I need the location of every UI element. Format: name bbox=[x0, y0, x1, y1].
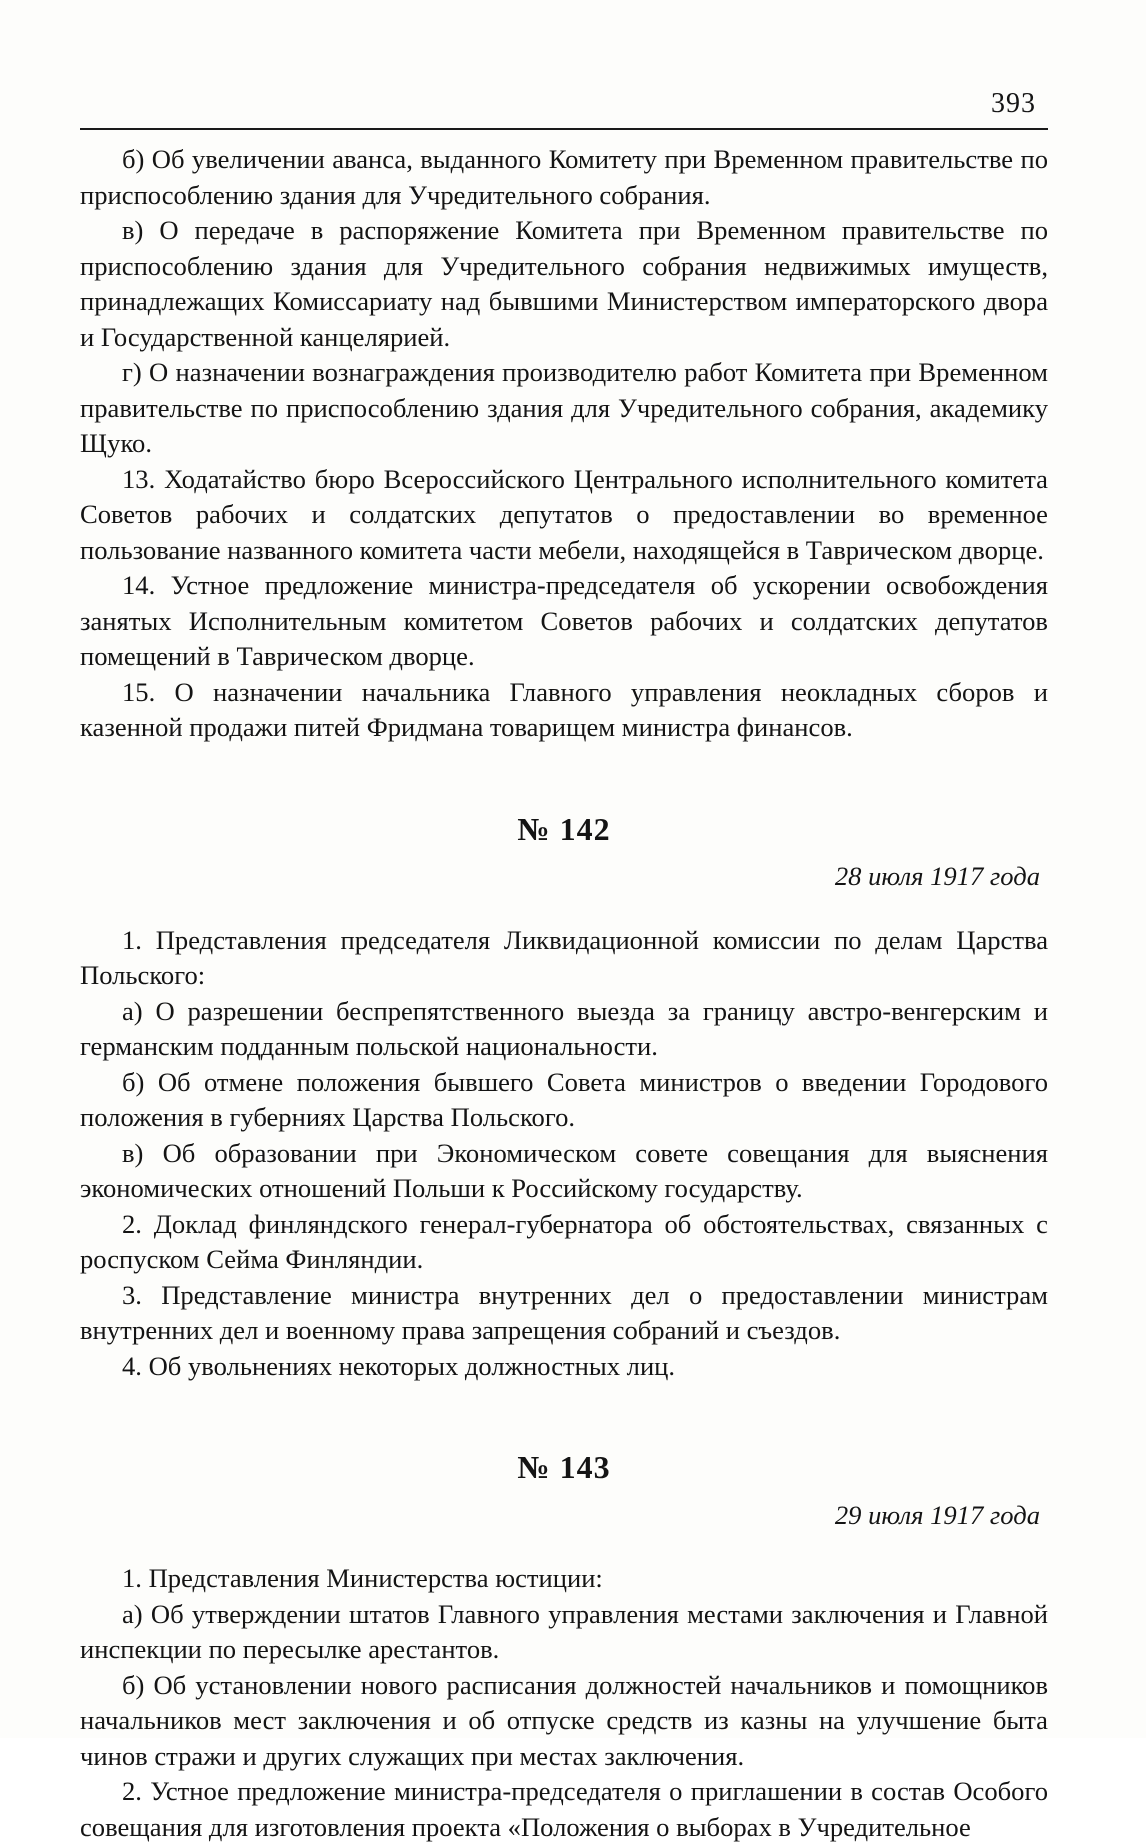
document-142-section bbox=[80, 812, 1048, 1385]
paragraph: 4. Об увольнениях некоторых должностных лиц. bbox=[122, 1350, 676, 1381]
paragraph: 1. Представления председателя Ликвидационной комиссии по делам Царства Польского: bbox=[80, 924, 1048, 990]
paragraph: а) Об утверждении штатов Главного управления местами заключения и Главной инспекции по пересылке арестантов. bbox=[80, 1598, 1048, 1664]
paragraph: 1. Представления Министерства юстиции: bbox=[122, 1563, 603, 1593]
paragraph: б) Об установлении нового расписания должностей начальников и помощников начальников мест заключения и об отпуске средств из казны на улучшение быта чинов стражи и других служащих при местах заключения. bbox=[80, 1669, 1048, 1771]
paragraph: 2. Устное предложение министра-председателя о приглашении в состав Особого совещания для изготовления проекта «Положения о выборах в Учредительное bbox=[80, 1776, 1048, 1842]
document-number-heading: № 143 bbox=[517, 1449, 611, 1485]
paragraph: 2. Доклад финляндского генерал-губернатора об обстоятельствах, связанных с роспуском Сейма Финляндии. bbox=[80, 1208, 1048, 1274]
paragraph: в) О передаче в распоряжение Комитета при Временном правительстве по приспособлению здания для Учредительного собрания недвижимых имуществ, принадлежащих Комиссариату над бывшими Министерством императорского двора и Государственной канцелярией. bbox=[80, 215, 1048, 352]
document-number-heading: № 142 bbox=[517, 810, 611, 847]
paragraph: г) О назначении вознаграждения производителю работ Комитета при Временном правительстве по приспособлению здания для Учредительного собрания, академику Щуко. bbox=[80, 357, 1048, 458]
paragraph: 3. Представление министра внутренних дел о предоставлении министрам внутренних дел и военному права запрещения собраний и съездов. bbox=[80, 1279, 1048, 1345]
paragraph: 15. О назначении начальника Главного управления неокладных сборов и казенной продажи питей Фридмана товарищем министра финансов. bbox=[80, 676, 1048, 742]
paragraph: 14. Устное предложение министра-председателя об ускорении освобождения занятых Исполнительным комитетом Советов рабочих и солдатских депутатов помещений в Таврическом дворце. bbox=[80, 570, 1048, 671]
document-date: 29 июля 1917 года bbox=[834, 1499, 1040, 1530]
document-date: 28 июля 1917 года bbox=[834, 861, 1040, 891]
document-body bbox=[80, 142, 1048, 1845]
continuation-section bbox=[80, 142, 1048, 746]
paragraph: 13. Ходатайство бюро Всероссийского Центрального исполнительного комитета Советов рабочих и солдатских депутатов о предоставлении во временное пользование названного комитета части мебели, находящейся в Таврическом дворце. bbox=[80, 463, 1048, 565]
paragraph: в) Об образовании при Экономическом совете совещания для выяснения экономических отношений Польши к Российскому государству. bbox=[80, 1137, 1048, 1203]
page-number: 393 bbox=[991, 88, 1036, 119]
paragraph: а) О разрешении беспрепятственного выезда за границу австро-венгерским и германским подданным польской национальности. bbox=[80, 995, 1048, 1061]
document-143-section bbox=[80, 1450, 1048, 1845]
header-rule bbox=[80, 128, 1048, 130]
paragraph: б) Об отмене положения бывшего Совета министров о введении Городового положения в губерниях Царства Польского. bbox=[80, 1066, 1048, 1132]
paragraph: б) Об увеличении аванса, выданного Комитету при Временном правительстве по приспособлению здания для Учредительного собрания. bbox=[80, 144, 1048, 210]
